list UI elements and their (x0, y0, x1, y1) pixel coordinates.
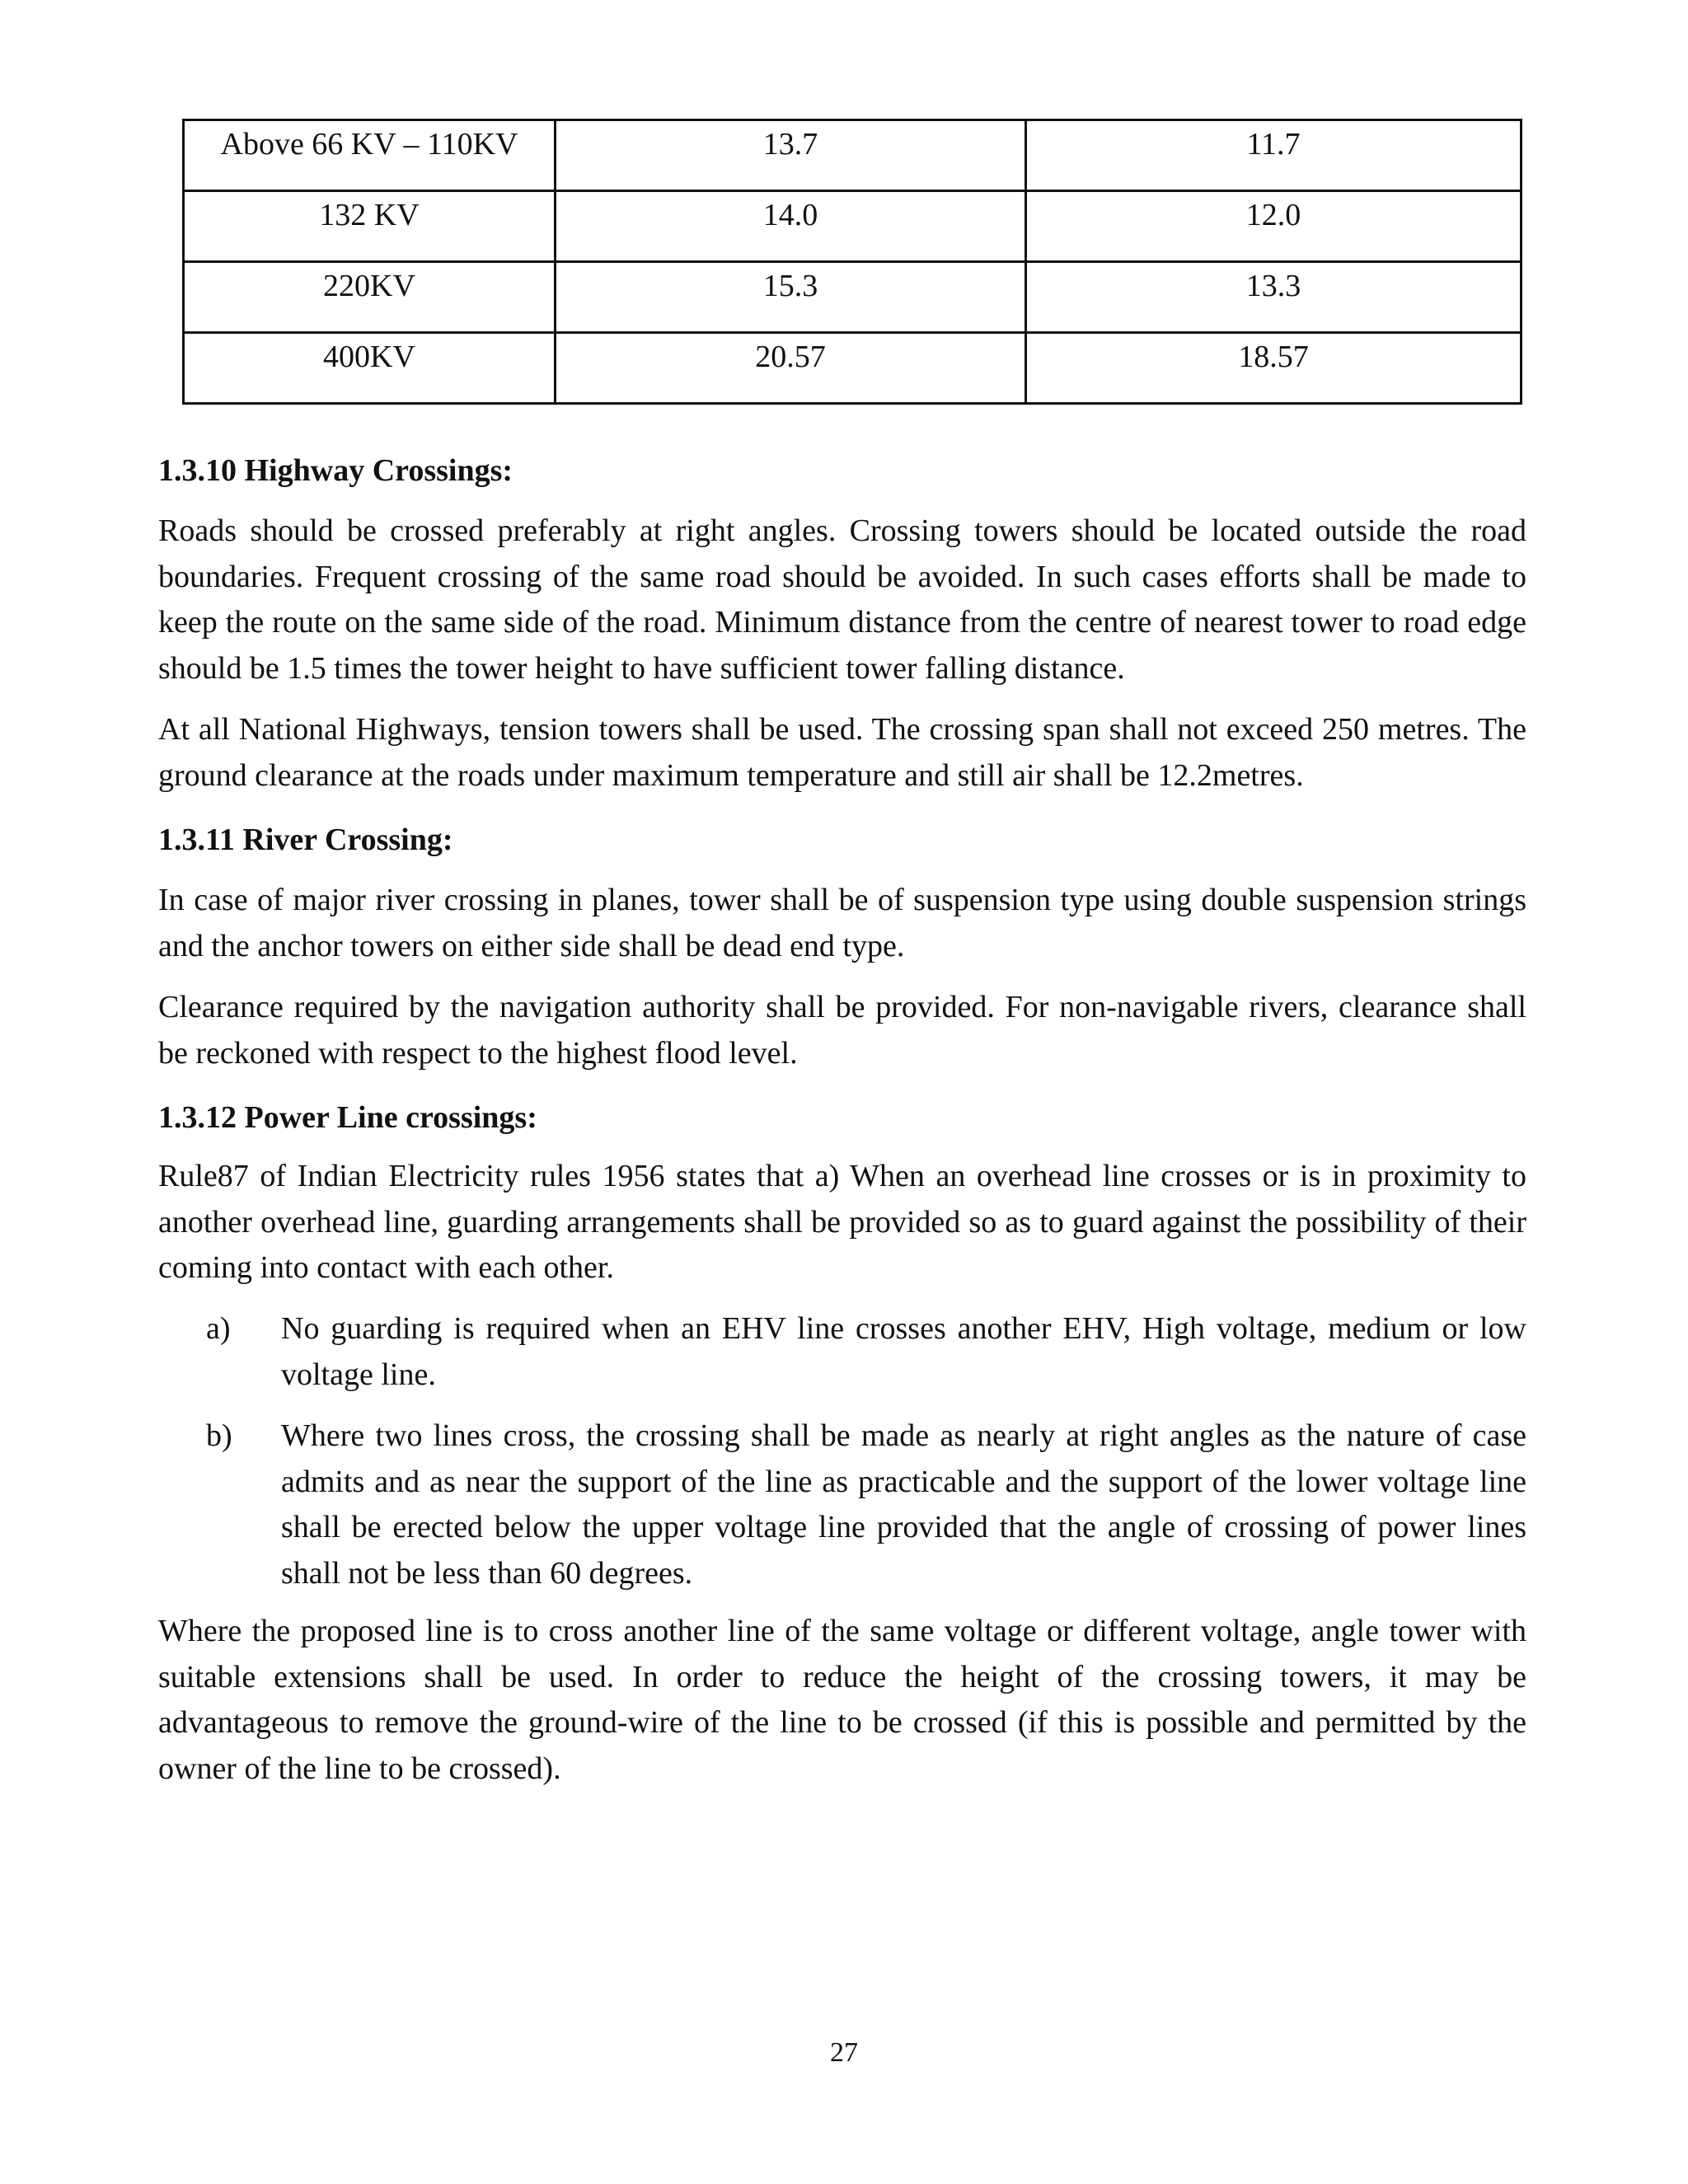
table-cell: 400KV (184, 333, 556, 404)
list-item-text: No guarding is required when an EHV line crosses another EHV, High voltage, medium or low voltage line. (281, 1311, 1526, 1392)
table-row (184, 262, 1522, 333)
table-cell: 18.57 (1026, 333, 1522, 404)
table-cell: 132 KV (184, 191, 556, 262)
table-cell: 13.7 (556, 120, 1026, 191)
table-cell: 15.3 (556, 262, 1026, 333)
table-cell: Above 66 KV – 110KV (184, 120, 556, 191)
paragraph-highway-1: Roads should be crossed preferably at right angles. Crossing towers should be located outside the road boundaries. Frequent crossing of the same road should be avoided. In such cases efforts shall be made to keep the route on the same side of the road. Minimum distance from the centre of nearest tower to road edge should be 1.5 times the tower height to have sufficient tower falling distance. (158, 513, 1526, 686)
section-heading-power: 1.3.12 Power Line crossings: (158, 1100, 537, 1135)
table-cell: 13.3 (1026, 262, 1522, 333)
table-row (184, 120, 1522, 191)
list-marker: b) (206, 1418, 232, 1453)
page-number: 27 (830, 2037, 858, 2068)
paragraph-river-2: Clearance required by the navigation authority shall be provided. For non-navigable rivers, clearance shall be reckoned with respect to the highest flood level. (158, 990, 1526, 1071)
section-heading-highway: 1.3.10 Highway Crossings: (158, 453, 513, 488)
paragraph-power-2: Where the proposed line is to cross another line of the same voltage or different voltage, angle tower with suitable extensions shall be used. In order to reduce the height of the crossing towers, it may be advantageous to remove the ground-wire of the line to be crossed (if this is possible and permitted by the owner of the line to be crossed). (158, 1614, 1526, 1786)
table-cell: 20.57 (556, 333, 1026, 404)
table-cell: 11.7 (1026, 120, 1522, 191)
section-heading-river: 1.3.11 River Crossing: (158, 823, 453, 857)
paragraph-highway-2: At all National Highways, tension towers shall be used. The crossing span shall not exceed 250 metres. The ground clearance at the roads under maximum temperature and still air shall be 12.2metres. (158, 712, 1526, 793)
list-item-text: Where two lines cross, the crossing shall be made as nearly at right angles as the nature of case admits and as near the support of the line as practicable and the support of the lower voltage line shall be erected below the upper voltage line provided that the angle of crossing of power lines shall not be less than 60 degrees. (281, 1418, 1526, 1591)
table-cell: 220KV (184, 262, 556, 333)
table-cell: 14.0 (556, 191, 1026, 262)
table-row (184, 191, 1522, 262)
table-cell: 12.0 (1026, 191, 1522, 262)
paragraph-river-1: In case of major river crossing in planes, tower shall be of suspension type using double suspension strings and the anchor towers on either side shall be dead end type. (158, 883, 1526, 963)
clearance-table (182, 119, 1522, 405)
list-marker: a) (206, 1311, 231, 1346)
table-row (184, 333, 1522, 404)
paragraph-power-1: Rule87 of Indian Electricity rules 1956 states that a) When an overhead line crosses or is in proximity to another overhead line, guarding arrangements shall be provided so as to guard against the possibility of their coming into contact with each other. (158, 1159, 1526, 1285)
